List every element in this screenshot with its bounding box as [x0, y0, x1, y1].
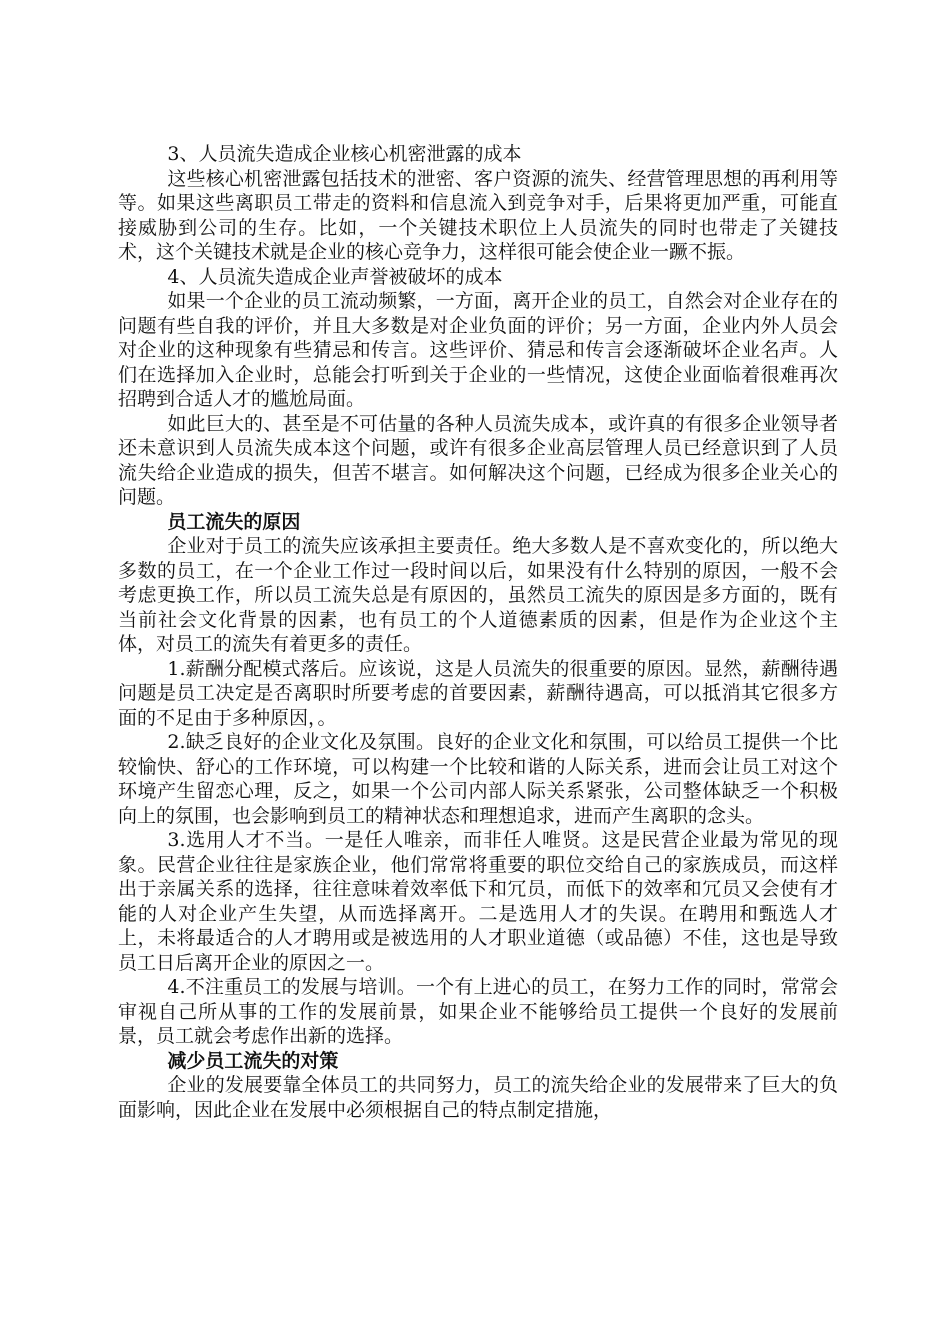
- heading-countermeasures: 减少员工流失的对策: [167, 1049, 339, 1072]
- paragraph-countermeasures-intro: 企业的发展要靠全体员工的共同努力，员工的流失给企业的发展带来了巨大的负面影响，因此企业在发展中必须根据自己的特点制定措施，: [118, 1074, 838, 1121]
- document-page: [118, 142, 838, 1122]
- paragraph-cause-2: 2.缺乏良好的企业文化及氛围。良好的企业文化和氛围，可以给员工提供一个比较愉快、舒心的工作环境，可以构建一个比较和谐的人际关系，进而会让员工对这个环境产生留恋心理，反之，如果一个公司内部人际关系紧张，公司整体缺乏一个积极向上的氛围，也会影响到员工的精神状态和理想追求，进而产生离职的念头。: [118, 731, 838, 827]
- section-item-3-title: 3、人员流失造成企业核心机密泄露的成本: [167, 143, 522, 165]
- heading-turnover-causes: 员工流失的原因: [167, 510, 301, 533]
- paragraph-cause-3: 3.选用人才不当。一是任人唯亲，而非任人唯贤。这是民营企业最为常见的现象。民营企业往往是家族企业，他们常常将重要的职位交给自己的家族成员，而这样出于亲属关系的选择，往往意味着效率低下和冗员，而低下的效率和冗员又会使有才能的人对企业产生失望，从而选择离开。二是选用人才的失误。在聘用和甄选人才上，未将最适合的人才聘用或是被选用的人才职业道德（或品德）不佳，这也是导致员工日后离开企业的原因之一。: [118, 829, 838, 974]
- paragraph-cause-4: 4.不注重员工的发展与培训。一个有上进心的员工，在努力工作的同时，常常会审视自己所从事的工作的发展前景，如果企业不能够给员工提供一个良好的发展前景，员工就会考虑作出新的选择。: [118, 976, 838, 1047]
- paragraph-causes-intro: 企业对于员工的流失应该承担主要责任。绝大多数人是不喜欢变化的，所以绝大多数的员工，在一个企业工作过一段时间以后，如果没有什么特别的原因，一般不会考虑更换工作，所以员工流失总是有原因的，虽然员工流失的原因是多方面的，既有当前社会文化背景的因素，也有员工的个人道德素质的因素，但是作为企业这个主体，对员工的流失有着更多的责任。: [118, 535, 838, 655]
- paragraph-cause-1: 1.薪酬分配模式落后。应该说，这是人员流失的很重要的原因。显然，薪酬待遇问题是员工决定是否离职时所要考虑的首要因素，薪酬待遇高，可以抵消其它很多方面的不足由于多种原因，。: [118, 657, 838, 729]
- paragraph-reputation: 如果一个企业的员工流动频繁，一方面，离开企业的员工，自然会对企业存在的问题有些自我的评价，并且大多数是对企业负面的评价；另一方面，企业内外人员会对企业的这种现象有些猜忌和传言。这些评价、猜忌和传言会逐渐破坏企业名声。人们在选择加入企业时，总能会打听到关于企业的一些情况，这使企业面临着很难再次招聘到合适人才的尴尬局面。: [118, 290, 838, 410]
- section-item-4-title: 4、人员流失造成企业声誉被破坏的成本: [167, 265, 503, 288]
- paragraph-secret-leak: 这些核心机密泄露包括技术的泄密、客户资源的流失、经营管理思想的再利用等等。如果这些离职员工带走的资料和信息流入到竞争对手，后果将更加严重，可能直接威胁到公司的生存。比如，一个关键技术职位上人员流失的同时也带走了关键技术，这个关键技术就是企业的核心竞争力，这样很可能会使企业一蹶不振。: [118, 167, 838, 263]
- paragraph-cost-summary: 如此巨大的、甚至是不可估量的各种人员流失成本，或许真的有很多企业领导者还未意识到人员流失成本这个问题，或许有很多企业高层管理人员已经意识到了人员流失给企业造成的损失，但苦不堪言。如何解决这个问题，已经成为很多企业关心的问题。: [118, 412, 838, 508]
